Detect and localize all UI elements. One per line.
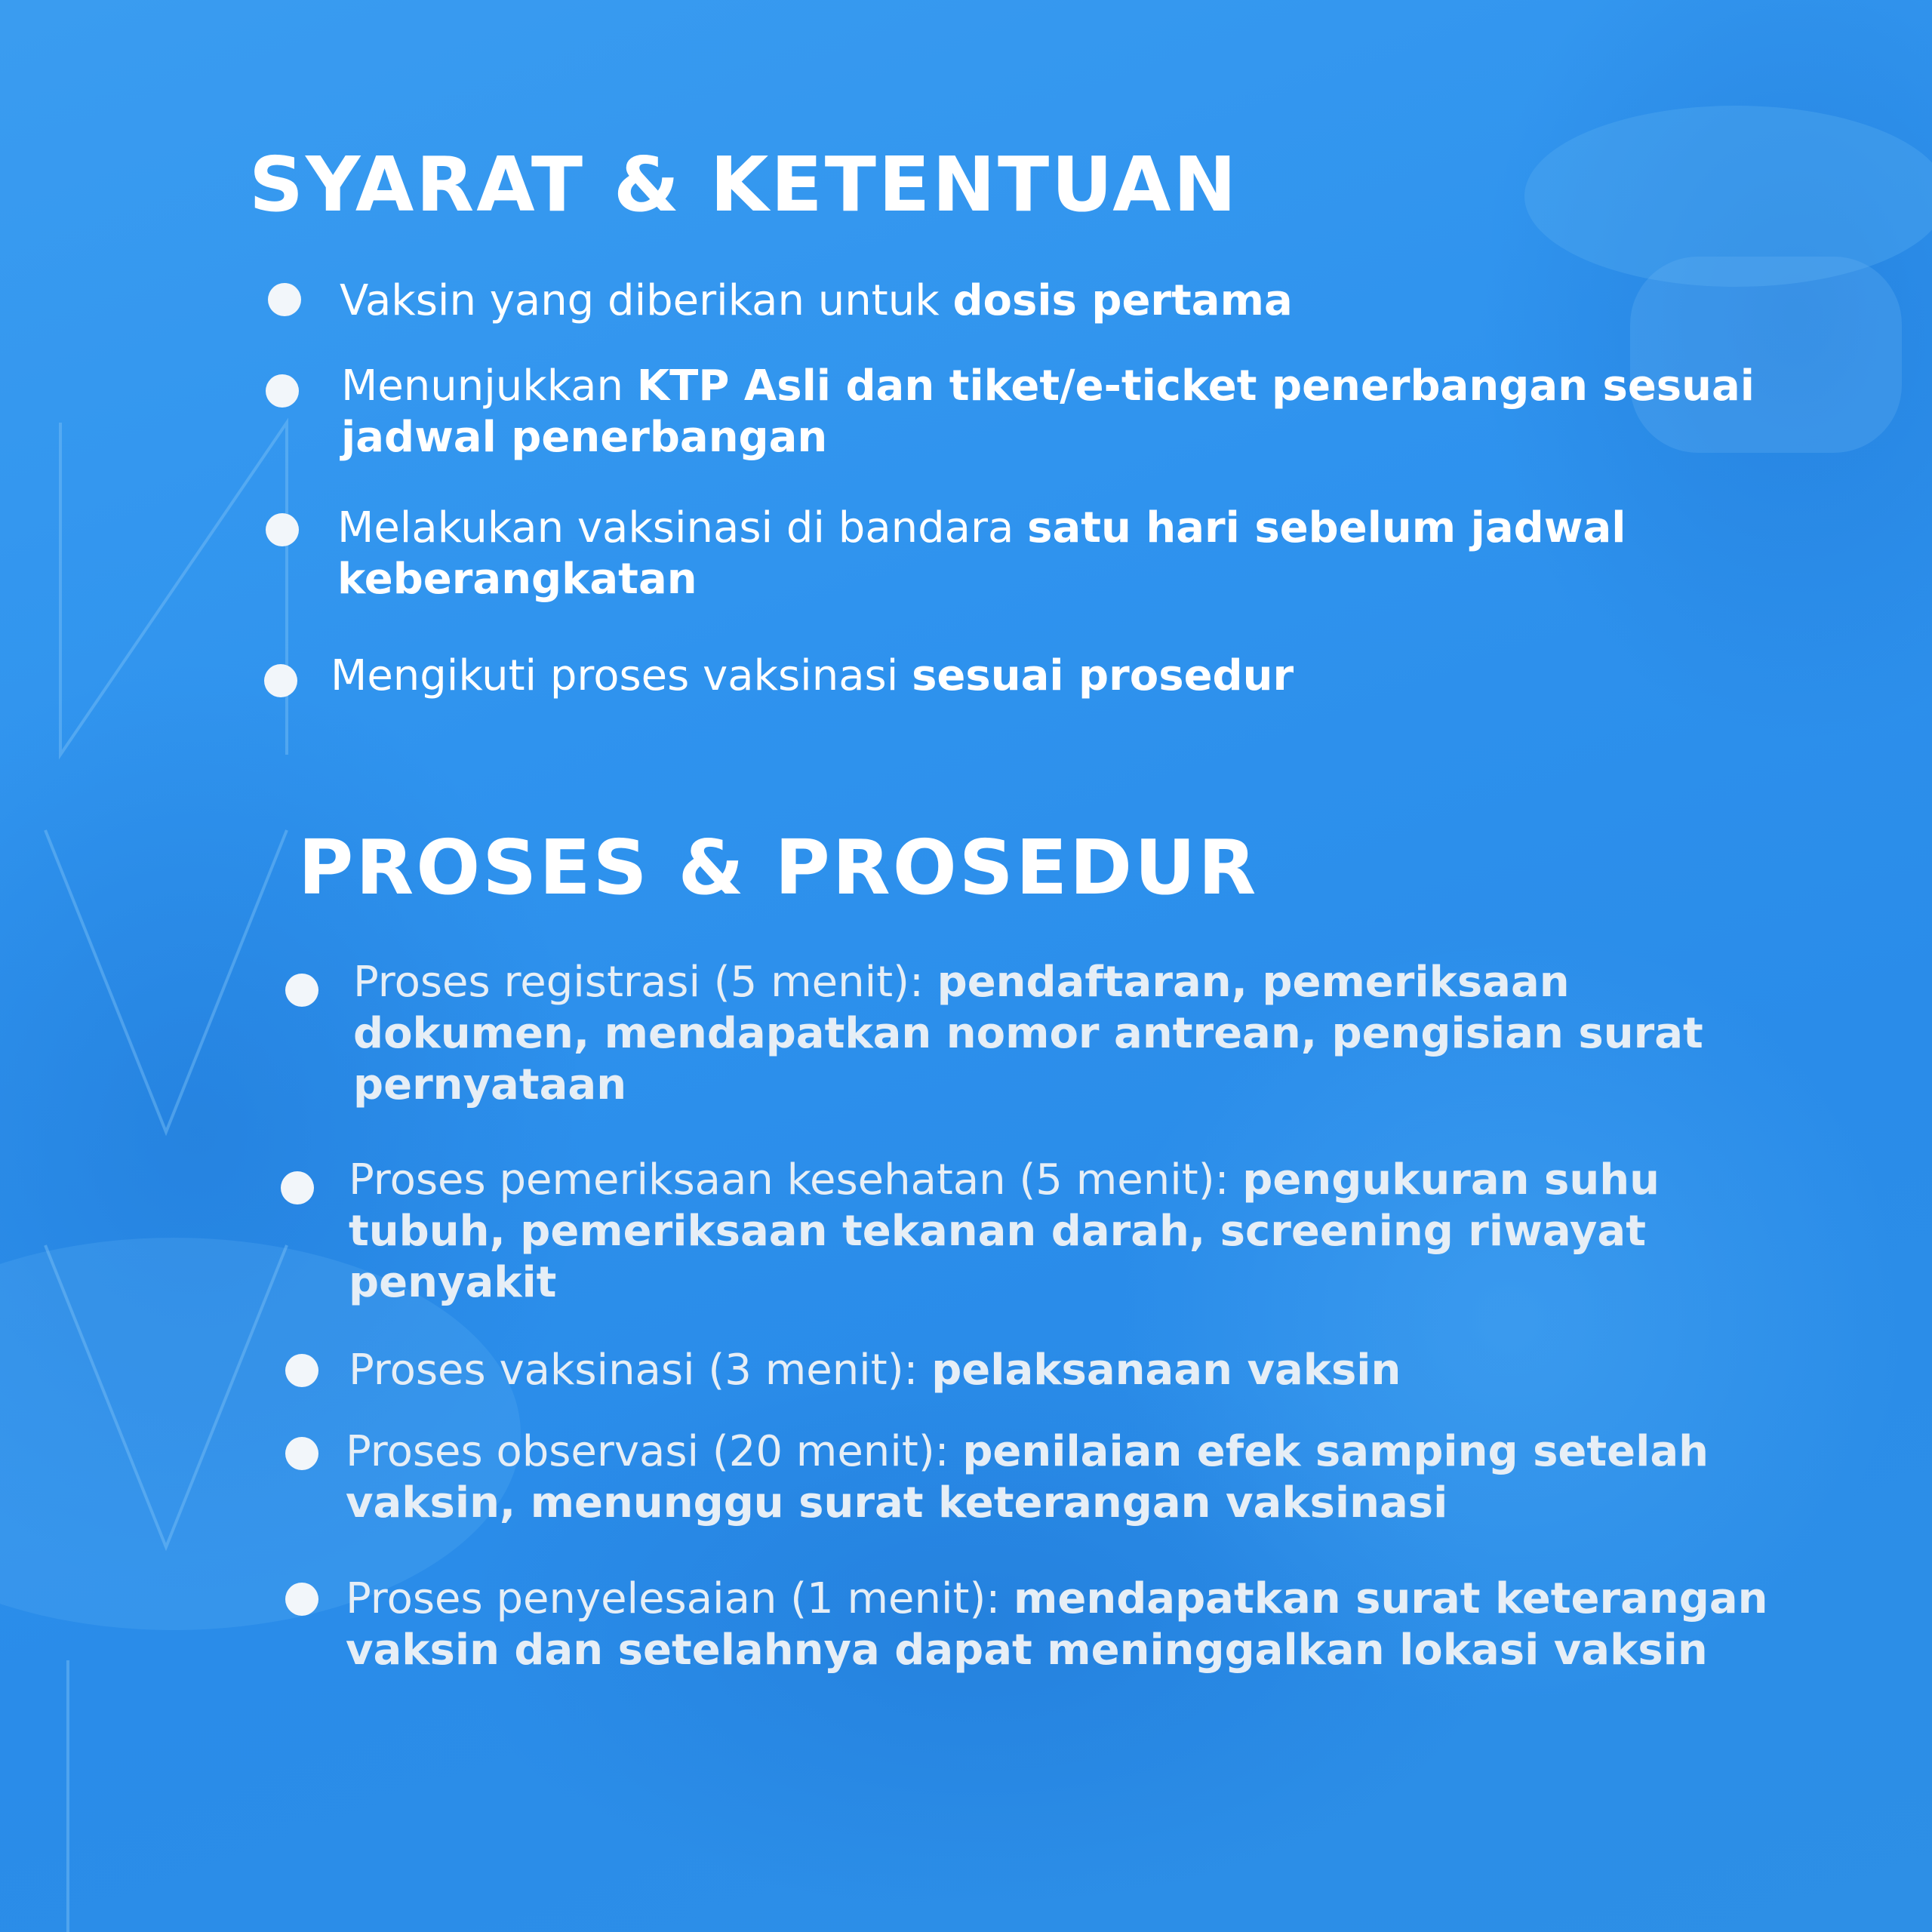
item-bold-text: mendapatkan surat keterangan vaksin dan setelahnya dapat meninggalkan lokasi vaksin [346, 1574, 1768, 1675]
list-item-text [331, 651, 1294, 702]
item-bold-text: penilaian efek samping setelah vaksin, menunggu surat keterangan vaksinasi [346, 1427, 1709, 1527]
section-title-syarat: SYARAT & KETENTUAN [249, 140, 1239, 229]
item-normal-text: Proses pemeriksaan kesehatan (5 menit): [349, 1155, 1243, 1204]
item-bold-text: pelaksanaan vaksin [931, 1346, 1401, 1395]
item-bold-text: sesuai prosedur [912, 651, 1294, 700]
bullet-icon [285, 1437, 318, 1470]
item-normal-text: Proses observasi (20 menit): [346, 1427, 963, 1476]
item-bold-text: KTP Asli dan tiket/e-ticket penerbangan sesuai jadwal penerbangan [341, 361, 1755, 462]
list-item-text [349, 1345, 1401, 1396]
bullet-icon [266, 374, 299, 408]
list-item-text [353, 957, 1817, 1111]
item-normal-text: Melakukan vaksinasi di bandara [337, 503, 1028, 552]
bullet-icon [268, 283, 301, 316]
item-normal-text: Proses registrasi (5 menit): [353, 958, 937, 1007]
list-item-text [341, 361, 1820, 463]
bullet-icon [266, 513, 299, 546]
item-bold-text: satu hari sebelum jadwal keberangkatan [337, 503, 1626, 604]
item-normal-text: Vaksin yang diberikan untuk [340, 276, 953, 325]
item-normal-text: Mengikuti proses vaksinasi [331, 651, 912, 700]
list-item-text [340, 275, 1293, 327]
bullet-icon [285, 1354, 318, 1387]
bullet-icon [281, 1171, 314, 1204]
section-title-prosedur: PROSES & PROSEDUR [298, 823, 1259, 912]
item-normal-text: Menunjukkan [341, 361, 637, 411]
item-bold-text: pendaftaran, pemeriksaan dokumen, mendapatkan nomor antrean, pengisian surat pernyataan [353, 958, 1703, 1109]
bullet-icon [285, 974, 318, 1007]
list-item-text [346, 1574, 1915, 1676]
item-normal-text: Proses penyelesaian (1 menit): [346, 1574, 1014, 1623]
bullet-icon [264, 664, 297, 697]
item-bold-text: dosis pertama [952, 276, 1293, 325]
list-item-text [349, 1155, 1813, 1309]
list-item-text [346, 1426, 1840, 1529]
item-bold-text: pengukuran suhu tubuh, pemeriksaan tekanan darah, screening riwayat penyakit [349, 1155, 1660, 1307]
item-normal-text: Proses vaksinasi (3 menit): [349, 1346, 932, 1395]
bullet-icon [285, 1583, 318, 1616]
list-item-text [337, 503, 1718, 605]
